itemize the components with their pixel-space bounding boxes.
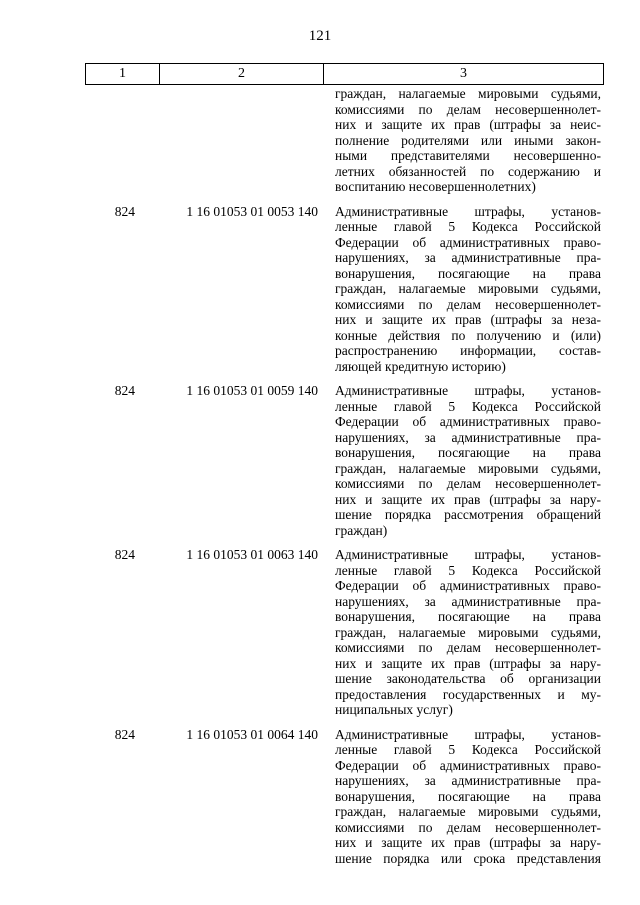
admin-code-cell: 824 xyxy=(114,726,135,742)
description-line: летних обязанностей по содержанию и xyxy=(335,163,601,179)
description-line: воспитанию несовершеннолетних) xyxy=(335,179,536,194)
description-line: граждан, налагаемые мировыми судьями, xyxy=(335,624,601,640)
description-line: них и защите их прав (штрафы за нару- xyxy=(335,655,601,671)
table-body xyxy=(85,87,600,866)
description-line: ниципальных услуг) xyxy=(335,702,453,717)
description-line: комиссиями по делам несовершеннолет- xyxy=(335,476,601,491)
description-line: вонарушения, посягающие на права xyxy=(335,788,601,804)
row-gap xyxy=(85,195,600,204)
description-line: них и защите их прав (штрафы за неис- xyxy=(335,117,601,132)
admin-code-cell: 824 xyxy=(114,203,135,219)
description-line: нарушениях, за административные пра- xyxy=(335,429,601,445)
description-line: Федерации об административных право- xyxy=(335,414,601,429)
description-line: полнение родителями или иными закон- xyxy=(335,132,601,148)
table-row xyxy=(85,383,600,538)
page-number: 121 xyxy=(308,28,332,44)
description-cell xyxy=(335,383,601,538)
description-line: них и защите их прав (штрафы за неза- xyxy=(335,312,601,327)
table-row xyxy=(85,727,600,867)
description-line: Федерации об административных право- xyxy=(335,757,601,773)
description-line: Административные штрафы, установ- xyxy=(335,203,601,219)
description-line: ленные главой 5 Кодекса Российской xyxy=(335,398,601,414)
description-line: комиссиями по делам несовершеннолет- xyxy=(335,101,601,117)
admin-code-cell xyxy=(85,87,158,195)
description-line: шение порядка рассмотрения обращений xyxy=(335,507,601,522)
description-line: конные действия по получению и (или) xyxy=(335,327,601,343)
row-gap xyxy=(85,374,600,383)
kbk-code-cell xyxy=(158,87,326,195)
column-header-table xyxy=(85,63,604,85)
description-cell xyxy=(335,547,601,718)
description-line: граждан, налагаемые мировыми судьями, xyxy=(335,804,601,819)
description-line: них и защите их прав (штрафы за нару- xyxy=(335,491,601,507)
table-row xyxy=(85,547,600,718)
admin-code-cell: 824 xyxy=(114,547,135,562)
description-line: них и защите их прав (штрафы за нару- xyxy=(335,835,601,850)
continuation-row xyxy=(85,87,600,195)
description-line: комиссиями по делам несовершеннолет- xyxy=(335,819,601,835)
description-line: комиссиями по делам несовершеннолет- xyxy=(335,296,601,312)
description-line: ленные главой 5 Кодекса Российской xyxy=(335,219,601,234)
description-line: нарушениях, за административные пра- xyxy=(335,773,601,788)
description-line: граждан, налагаемые мировыми судьями, xyxy=(335,86,601,101)
description-line: Федерации об административных право- xyxy=(335,234,601,250)
kbk-code-cell: 1 16 01053 01 0053 140 xyxy=(186,203,318,219)
description-line: нарушениях, за административные пра- xyxy=(335,250,601,265)
kbk-code-cell: 1 16 01053 01 0064 140 xyxy=(186,726,318,742)
description-line: предоставления государственных и му- xyxy=(335,686,601,702)
kbk-code-cell: 1 16 01053 01 0063 140 xyxy=(186,547,318,562)
description-line: Федерации об административных право- xyxy=(335,578,601,593)
kbk-code-cell: 1 16 01053 01 0059 140 xyxy=(186,383,318,398)
description-line: вонарушения, посягающие на права xyxy=(335,609,601,624)
column-header-1: 1 xyxy=(86,64,160,85)
row-gap xyxy=(85,718,600,727)
column-header-2: 2 xyxy=(160,64,324,85)
description-line: Административные штрафы, установ- xyxy=(335,383,601,398)
description-line: Административные штрафы, установ- xyxy=(335,547,601,562)
description-line: вонарушения, посягающие на права xyxy=(335,265,601,281)
row-gap xyxy=(85,538,600,547)
description-cell xyxy=(335,86,601,195)
description-line: ными представителями несовершенно- xyxy=(335,148,601,163)
description-line: граждан, налагаемые мировыми судьями, xyxy=(335,460,601,476)
description-line: вонарушения, посягающие на права xyxy=(335,445,601,460)
description-line: шение законодательства об организации xyxy=(335,671,601,686)
description-cell xyxy=(335,727,601,867)
description-line: распространению информации, состав- xyxy=(335,343,601,358)
column-header-3: 3 xyxy=(324,64,604,85)
description-line: ляющей кредитную историю) xyxy=(335,358,506,374)
description-line: комиссиями по делам несовершеннолет- xyxy=(335,640,601,655)
description-line: шение порядка или срока представления xyxy=(335,850,601,866)
description-cell xyxy=(335,204,601,375)
table-row xyxy=(85,204,600,375)
description-line: Административные штрафы, установ- xyxy=(335,726,601,742)
description-line: нарушениях, за административные пра- xyxy=(335,593,601,609)
description-line: ленные главой 5 Кодекса Российской xyxy=(335,742,601,757)
description-line: ленные главой 5 Кодекса Российской xyxy=(335,562,601,578)
admin-code-cell: 824 xyxy=(114,383,135,398)
description-line: граждан, налагаемые мировыми судьями, xyxy=(335,281,601,296)
description-line: граждан) xyxy=(335,522,388,538)
